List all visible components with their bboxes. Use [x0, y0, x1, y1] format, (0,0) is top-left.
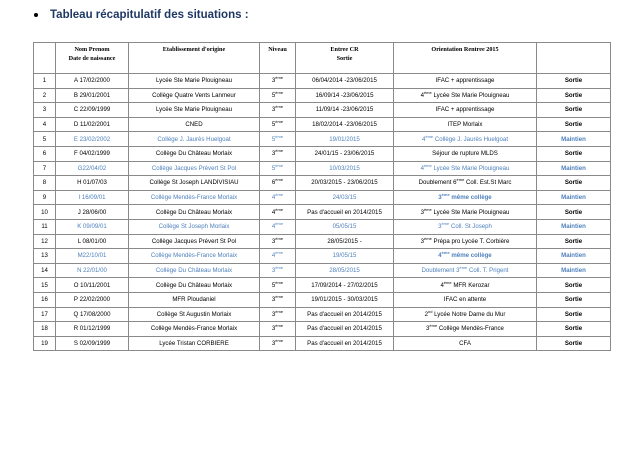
orientation-prefix: 3 — [420, 237, 425, 245]
school-of-origin: Collège Jacques Prévert St Pol — [129, 161, 260, 176]
level-cell — [260, 74, 296, 89]
level-cell — [260, 322, 296, 337]
orientation-suffix: ème — [441, 192, 450, 198]
table-row — [34, 88, 611, 103]
orientation-cell — [394, 74, 537, 89]
row-number: 10 — [34, 205, 56, 220]
orientation-cell — [394, 249, 537, 264]
orientation-suffix: ème — [443, 279, 452, 285]
student-name-birthdate: G22/04/02 — [56, 161, 129, 176]
level-value: 3 — [271, 325, 276, 333]
status-cell: Sortie — [537, 176, 611, 191]
table-row — [34, 103, 611, 118]
orientation-cell — [394, 336, 537, 351]
row-number: 11 — [34, 219, 56, 234]
student-name-birthdate: B 29/01/2001 — [56, 88, 129, 103]
table-row — [34, 74, 611, 89]
level-suffix: ème — [275, 119, 284, 125]
row-number: 17 — [34, 307, 56, 322]
orientation-text: IFAC + apprentissage — [435, 106, 495, 114]
student-name-birthdate: O 10/11/2001 — [56, 278, 129, 293]
status-cell: Sortie — [537, 88, 611, 103]
table-body — [34, 74, 611, 351]
orientation-prefix: 4 — [438, 252, 442, 260]
header-dates-line1: Entree CR — [330, 46, 359, 53]
orientation-suffix: ème — [425, 133, 434, 139]
row-number: 12 — [34, 234, 56, 249]
school-of-origin: Lycée Ste Marie Plouigneau — [129, 74, 260, 89]
level-suffix: ème — [275, 162, 284, 168]
status-cell: Maintien — [537, 249, 611, 264]
orientation-prefix: 3 — [438, 194, 442, 202]
student-name-birthdate: L 08/01/00 — [56, 234, 129, 249]
level-suffix: ème — [275, 323, 284, 329]
entry-exit-dates: 06/04/2014 -23/06/2015 — [296, 74, 394, 89]
status-cell: Sortie — [537, 336, 611, 351]
school-of-origin: Collège St Augustin Morlaix — [129, 307, 260, 322]
level-cell — [260, 103, 296, 118]
entry-exit-dates: Pas d'accueil en 2014/2015 — [296, 205, 394, 220]
status-cell: Sortie — [537, 146, 611, 161]
level-value: 3 — [271, 296, 276, 304]
row-number: 9 — [34, 190, 56, 205]
level-value: 4 — [271, 194, 276, 202]
orientation-text: Lycée Ste Marie Plouigneau — [433, 164, 510, 172]
entry-exit-dates: 16/09/14 -23/06/2015 — [296, 88, 394, 103]
student-name-birthdate: J 28/06/00 — [56, 205, 129, 220]
school-of-origin: Collège Mendès-France Morlaix — [129, 322, 260, 337]
level-value: 4 — [271, 252, 276, 260]
student-name-birthdate: P 22/02/2000 — [56, 292, 129, 307]
school-of-origin: Lycée Tristan CORBIERE — [129, 336, 260, 351]
level-cell — [260, 132, 296, 147]
row-number: 8 — [34, 176, 56, 191]
level-value: 3 — [271, 237, 276, 245]
orientation-cell — [394, 278, 537, 293]
orientation-suffix: ème — [423, 206, 432, 212]
level-suffix: ème — [275, 177, 284, 183]
level-value: 5 — [271, 91, 276, 99]
status-cell: Maintien — [537, 263, 611, 278]
table-row — [34, 322, 611, 337]
level-value: 6 — [271, 179, 276, 187]
orientation-text: IFAC en attente — [443, 296, 487, 304]
school-of-origin: Collège Quatre Vents Lanmeur — [129, 88, 260, 103]
entry-exit-dates: 20/03/2015 - 23/06/2015 — [296, 176, 394, 191]
table-row — [34, 176, 611, 191]
entry-exit-dates: 19/05/15 — [296, 249, 394, 264]
orientation-cell — [394, 322, 537, 337]
status-cell: Sortie — [537, 307, 611, 322]
level-suffix: ème — [275, 235, 284, 241]
table-row — [34, 292, 611, 307]
orientation-cell — [394, 205, 537, 220]
student-name-birthdate: S 02/09/1999 — [56, 336, 129, 351]
orientation-prefix: 4 — [440, 281, 444, 289]
status-cell: Sortie — [537, 205, 611, 220]
header-number — [34, 43, 56, 74]
level-cell — [260, 263, 296, 278]
row-number: 7 — [34, 161, 56, 176]
level-suffix: ème — [275, 104, 284, 110]
school-of-origin: Collège St Joseph LANDIVISIAU — [129, 176, 260, 191]
level-value: 4 — [271, 223, 276, 231]
student-name-birthdate: M22/10/01 — [56, 249, 129, 264]
orientation-text: Collège Mendès-France — [438, 325, 504, 333]
entry-exit-dates: 24/03/15 — [296, 190, 394, 205]
orientation-cell — [394, 292, 537, 307]
header-name-line1: Nom Prenom — [74, 46, 110, 53]
orientation-cell — [394, 176, 537, 191]
orientation-prefix: Doublement 3 — [421, 267, 460, 275]
school-of-origin: Collège Jacques Prévert St Pol — [129, 234, 260, 249]
entry-exit-dates: 18/02/2014 -23/06/2015 — [296, 117, 394, 132]
school-of-origin: Collège Du Château Morlaix — [129, 146, 260, 161]
level-value: 3 — [271, 77, 276, 85]
table-row — [34, 132, 611, 147]
level-value: 5 — [271, 164, 276, 172]
level-suffix: ème — [275, 206, 284, 212]
entry-exit-dates: 28/05/2015 — [296, 263, 394, 278]
level-suffix: ème — [275, 308, 284, 314]
row-number: 16 — [34, 292, 56, 307]
level-cell — [260, 307, 296, 322]
orientation-cell — [394, 161, 537, 176]
row-number: 4 — [34, 117, 56, 132]
orientation-text: Collège J. Jaurès Huelgoat — [434, 135, 509, 143]
entry-exit-dates: Pas d'accueil en 2014/2015 — [296, 322, 394, 337]
level-cell — [260, 190, 296, 205]
level-suffix: ème — [275, 192, 284, 198]
student-name-birthdate: N 22/01/00 — [56, 263, 129, 278]
level-cell — [260, 278, 296, 293]
level-cell — [260, 234, 296, 249]
orientation-text: même collège — [451, 194, 492, 202]
orientation-text: Lycée Notre Dame du Mur — [434, 310, 506, 318]
orientation-suffix: ème — [441, 221, 450, 227]
orientation-text: Coll. T. Prigent — [468, 267, 509, 275]
row-number: 1 — [34, 74, 56, 89]
entry-exit-dates: 17/09/2014 - 27/02/2015 — [296, 278, 394, 293]
orientation-suffix: ème — [456, 177, 465, 183]
level-value: 3 — [271, 106, 276, 114]
orientation-text: Lycée Ste Marie Plouigneau — [433, 208, 510, 216]
status-cell: Sortie — [537, 103, 611, 118]
header-dates — [296, 43, 394, 74]
student-name-birthdate: I 16/09/01 — [56, 190, 129, 205]
table-row — [34, 234, 611, 249]
orientation-suffix: ème — [429, 323, 438, 329]
entry-exit-dates: 10/03/2015 — [296, 161, 394, 176]
school-of-origin: Collège Mendès-France Morlaix — [129, 249, 260, 264]
status-cell: Sortie — [537, 322, 611, 337]
orientation-prefix: Doublement 6 — [418, 179, 457, 187]
orientation-text: Coll. Est.St Marc — [466, 179, 512, 187]
school-of-origin: MFR Ploudaniel — [129, 292, 260, 307]
bullet-icon — [34, 13, 38, 17]
orientation-prefix: 4 — [421, 135, 426, 143]
level-value: 5 — [271, 135, 276, 143]
level-value: 3 — [271, 310, 276, 318]
level-value: 3 — [271, 339, 276, 347]
level-cell — [260, 292, 296, 307]
table-row — [34, 307, 611, 322]
level-cell — [260, 146, 296, 161]
table-row — [34, 117, 611, 132]
school-of-origin: Collège Mendès-France Morlaix — [129, 190, 260, 205]
level-suffix: ème — [275, 264, 284, 270]
status-cell: Sortie — [537, 234, 611, 249]
orientation-prefix: 2 — [424, 310, 428, 318]
level-cell — [260, 176, 296, 191]
header-orientation: Orientation Rentree 2015 — [394, 43, 537, 74]
level-value: 4 — [271, 208, 276, 216]
student-name-birthdate: R 01/12/1999 — [56, 322, 129, 337]
level-cell — [260, 219, 296, 234]
level-suffix: ème — [275, 89, 284, 95]
orientation-suffix: nd — [427, 308, 433, 314]
level-suffix: ème — [275, 75, 284, 81]
table-row — [34, 190, 611, 205]
row-number: 14 — [34, 263, 56, 278]
table-row — [34, 336, 611, 351]
student-name-birthdate: K 09/09/01 — [56, 219, 129, 234]
orientation-suffix: ème — [423, 162, 432, 168]
orientation-suffix: ème — [441, 250, 450, 256]
row-number: 6 — [34, 146, 56, 161]
table-row — [34, 205, 611, 220]
orientation-text: MFR Kerozar — [453, 281, 490, 289]
orientation-cell — [394, 219, 537, 234]
row-number: 15 — [34, 278, 56, 293]
level-suffix: ème — [275, 294, 284, 300]
student-name-birthdate: Q 17/08/2000 — [56, 307, 129, 322]
level-suffix: ème — [275, 221, 284, 227]
school-of-origin: Collège St Joseph Morlaix — [129, 219, 260, 234]
row-number: 18 — [34, 322, 56, 337]
level-value: 3 — [271, 267, 276, 275]
level-suffix: ème — [275, 250, 284, 256]
recap-table — [33, 42, 611, 351]
header-dates-line2: Sortie — [336, 55, 353, 62]
header-name — [56, 43, 129, 74]
orientation-prefix: 3 — [438, 223, 442, 231]
student-name-birthdate: C 22/09/1999 — [56, 103, 129, 118]
row-number: 5 — [34, 132, 56, 147]
row-number: 13 — [34, 249, 56, 264]
entry-exit-dates: 19/01/2015 - 30/03/2015 — [296, 292, 394, 307]
student-name-birthdate: E 23/02/2002 — [56, 132, 129, 147]
table-row — [34, 146, 611, 161]
orientation-text: CFA — [459, 339, 471, 347]
level-value: 3 — [271, 150, 276, 158]
section-heading — [34, 9, 249, 21]
status-cell: Maintien — [537, 190, 611, 205]
level-suffix: ème — [275, 337, 284, 343]
school-of-origin: Lycée Ste Marie Plouigneau — [129, 103, 260, 118]
level-value: 5 — [271, 121, 276, 129]
status-cell: Maintien — [537, 219, 611, 234]
school-of-origin: CNED — [129, 117, 260, 132]
header-level: Niveau — [260, 43, 296, 74]
school-of-origin: Collège Du Château Morlaix — [129, 263, 260, 278]
status-cell: Sortie — [537, 117, 611, 132]
entry-exit-dates: 19/01/2015 — [296, 132, 394, 147]
table-row — [34, 263, 611, 278]
orientation-text: même collège — [451, 252, 492, 260]
school-of-origin: Collège Du Château Morlaix — [129, 278, 260, 293]
student-name-birthdate: A 17/02/2000 — [56, 74, 129, 89]
level-value: 5 — [271, 281, 276, 289]
level-cell — [260, 88, 296, 103]
orientation-suffix: ème — [424, 235, 432, 241]
orientation-prefix: 4 — [420, 164, 424, 172]
orientation-cell — [394, 234, 537, 249]
entry-exit-dates: Pas d'accueil en 2014/2015 — [296, 307, 394, 322]
student-name-birthdate: D 11/02/2001 — [56, 117, 129, 132]
status-cell: Sortie — [537, 292, 611, 307]
orientation-text: Séjour de rupture MLDS — [432, 150, 498, 158]
status-cell: Sortie — [537, 278, 611, 293]
entry-exit-dates: 05/05/15 — [296, 219, 394, 234]
entry-exit-dates: Pas d'accueil en 2014/2015 — [296, 336, 394, 351]
orientation-suffix: ème — [459, 264, 468, 270]
row-number: 3 — [34, 103, 56, 118]
orientation-suffix: ème — [423, 89, 432, 95]
orientation-cell — [394, 132, 537, 147]
orientation-cell — [394, 190, 537, 205]
status-cell: Maintien — [537, 161, 611, 176]
orientation-cell — [394, 88, 537, 103]
level-cell — [260, 249, 296, 264]
level-suffix: ème — [275, 148, 284, 154]
student-name-birthdate: H 01/07/03 — [56, 176, 129, 191]
entry-exit-dates: 28/05/2015 - — [296, 234, 394, 249]
status-cell: Maintien — [537, 132, 611, 147]
school-of-origin: Collège J. Jaurès Huelgoat — [129, 132, 260, 147]
orientation-prefix: 3 — [426, 325, 430, 333]
level-suffix: ème — [275, 133, 284, 139]
table-row — [34, 161, 611, 176]
row-number: 19 — [34, 336, 56, 351]
orientation-cell — [394, 263, 537, 278]
school-of-origin: Collège Du Château Morlaix — [129, 205, 260, 220]
level-suffix: ème — [275, 279, 284, 285]
orientation-text: ITEP Morlaix — [447, 121, 483, 129]
orientation-cell — [394, 103, 537, 118]
level-cell — [260, 336, 296, 351]
table-row — [34, 249, 611, 264]
orientation-prefix: 3 — [420, 208, 424, 216]
section-title: Tableau récapitulatif des situations : — [50, 9, 249, 21]
entry-exit-dates: 11/09/14 -23/06/2015 — [296, 103, 394, 118]
orientation-text: Coll. St Joseph — [450, 223, 492, 231]
level-cell — [260, 205, 296, 220]
orientation-prefix: 4 — [420, 91, 424, 99]
header-school: Etablissement d'origine — [129, 43, 260, 74]
row-number: 2 — [34, 88, 56, 103]
orientation-cell — [394, 146, 537, 161]
student-name-birthdate: F 04/02/1999 — [56, 146, 129, 161]
entry-exit-dates: 24/01/15 - 23/06/2015 — [296, 146, 394, 161]
table-row — [34, 219, 611, 234]
table-row — [34, 278, 611, 293]
orientation-cell — [394, 117, 537, 132]
header-status — [537, 43, 611, 74]
orientation-text: Prépa pro Lycée T. Corbière — [433, 237, 510, 245]
header-row — [34, 43, 611, 74]
header-name-line2: Date de naissance — [68, 55, 116, 62]
orientation-text: IFAC + apprentissage — [435, 77, 495, 85]
orientation-cell — [394, 307, 537, 322]
orientation-text: Lycée Ste Marie Plouigneau — [433, 91, 510, 99]
level-cell — [260, 117, 296, 132]
status-cell: Sortie — [537, 74, 611, 89]
level-cell — [260, 161, 296, 176]
